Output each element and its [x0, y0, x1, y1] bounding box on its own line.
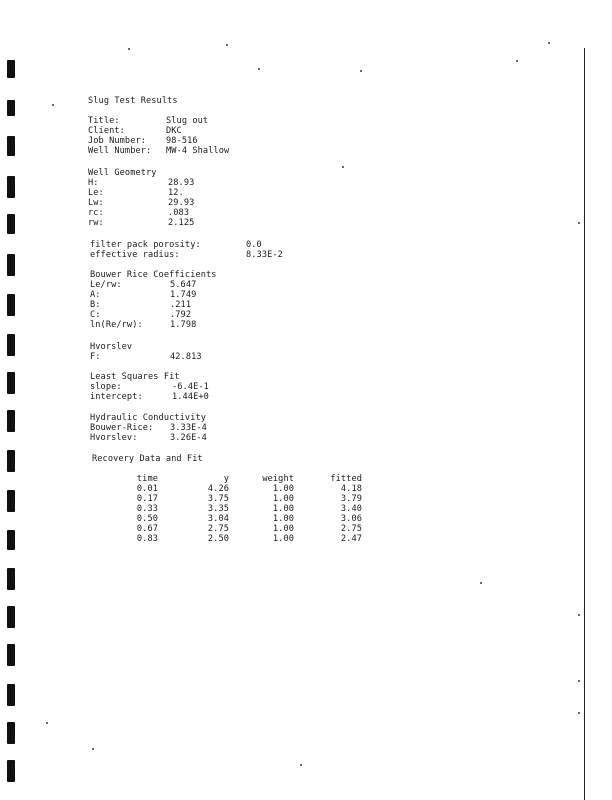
table-cell: 3.04	[207, 514, 229, 524]
job-number-value: 98-516	[166, 136, 198, 146]
column-header-weight: weight	[262, 474, 294, 484]
column-header-time: time	[136, 474, 158, 484]
table-cell: 2.75	[207, 524, 229, 534]
table-cell: 2.75	[340, 524, 362, 534]
punch-hole	[7, 760, 15, 782]
table-cell: 0.17	[136, 494, 158, 504]
effective-radius-value: 8.33E-2	[246, 250, 283, 260]
geometry-label: Lw:	[88, 198, 104, 208]
table-cell: 1.00	[272, 484, 294, 494]
punch-hole	[7, 606, 15, 628]
scan-speck	[46, 722, 48, 724]
scan-speck	[578, 222, 580, 224]
table-cell: 3.79	[340, 494, 362, 504]
filter-porosity-label: filter pack porosity:	[90, 240, 201, 250]
geometry-value: .083	[168, 208, 190, 218]
scan-edge-line	[584, 48, 585, 800]
filter-porosity-value: 0.0	[246, 240, 262, 250]
table-cell: 2.47	[340, 534, 362, 544]
punch-hole	[7, 176, 15, 198]
scan-speck	[92, 748, 94, 750]
punch-hole	[7, 60, 15, 78]
scan-speck	[480, 582, 482, 584]
intercept-label: intercept:	[90, 392, 143, 402]
scan-speck	[128, 48, 130, 50]
table-cell: 3.40	[340, 504, 362, 514]
geometry-value: 29.93	[168, 198, 195, 208]
scan-speck	[548, 42, 550, 44]
geometry-label: rw:	[88, 218, 104, 228]
slope-label: slope:	[90, 382, 122, 392]
title-value: Slug out	[166, 116, 209, 126]
client-value: DKC	[166, 126, 182, 136]
punch-hole	[7, 568, 15, 590]
bouwer-value: 5.647	[170, 280, 197, 290]
least-squares-heading: Least Squares Fit	[90, 372, 180, 382]
hvorslev-k-value: 3.26E-4	[170, 433, 207, 443]
punch-hole	[7, 410, 15, 432]
effective-radius-label: effective radius:	[90, 250, 180, 260]
geometry-value: 2.125	[168, 218, 195, 228]
scan-speck	[578, 712, 580, 714]
table-cell: 3.35	[207, 504, 229, 514]
bouwer-label: ln(Re/rw):	[90, 320, 143, 330]
scan-speck	[342, 166, 344, 168]
scan-speck	[226, 44, 228, 46]
geometry-value: 12.	[168, 188, 184, 198]
punch-hole	[7, 644, 15, 666]
punch-hole	[7, 530, 15, 550]
bouwer-label: A:	[90, 290, 101, 300]
column-header-fitted: fitted	[330, 474, 362, 484]
scan-speck	[516, 60, 518, 62]
table-cell: 3.06	[340, 514, 362, 524]
bouwer-rice-heading: Bouwer Rice Coefficients	[90, 270, 217, 280]
table-cell: 1.00	[272, 534, 294, 544]
bouwer-value: 1.749	[170, 290, 197, 300]
slope-value: -6.4E-1	[172, 382, 209, 392]
bouwer-value: .792	[170, 310, 192, 320]
bouwer-label: Le/rw:	[90, 280, 122, 290]
table-cell: 0.83	[136, 534, 158, 544]
table-cell: 3.75	[207, 494, 229, 504]
scan-speck	[300, 764, 302, 766]
hydraulic-conductivity-heading: Hydraulic Conductivity	[90, 413, 207, 423]
well-number-value: MW-4 Shallow	[166, 146, 230, 156]
bouwer-label: B:	[90, 300, 101, 310]
bouwer-value: .211	[170, 300, 192, 310]
punch-hole	[7, 722, 15, 744]
geometry-label: Le:	[88, 188, 104, 198]
hvorslev-k-label: Hvorslev:	[90, 433, 138, 443]
table-cell: 4.26	[207, 484, 229, 494]
bouwer-rice-k-label: Bouwer-Rice:	[90, 423, 154, 433]
well-geometry-heading: Well Geometry	[88, 168, 157, 178]
hvorslev-heading: Hvorslev	[90, 342, 133, 352]
punch-hole	[7, 214, 15, 234]
scan-speck	[52, 104, 54, 106]
report-title: Slug Test Results	[88, 96, 178, 106]
scan-speck	[578, 614, 580, 616]
table-cell: 0.33	[136, 504, 158, 514]
column-header-y: y	[223, 474, 229, 484]
intercept-value: 1.44E+0	[172, 392, 209, 402]
hvorslev-f-label: F:	[90, 352, 101, 362]
table-cell: 4.18	[340, 484, 362, 494]
well-number-label: Well Number:	[88, 146, 152, 156]
punch-hole	[7, 254, 15, 276]
job-number-label: Job Number:	[88, 136, 147, 146]
punch-hole	[7, 294, 15, 316]
punch-hole	[7, 100, 15, 116]
scan-speck	[578, 680, 580, 682]
scan-speck	[258, 68, 260, 70]
table-cell: 0.01	[136, 484, 158, 494]
punch-hole	[7, 490, 15, 512]
scan-speck	[360, 70, 362, 72]
recovery-data-heading: Recovery Data and Fit	[92, 454, 203, 464]
geometry-value: 28.93	[168, 178, 195, 188]
punch-hole	[7, 334, 15, 356]
hvorslev-f-value: 42.813	[170, 352, 202, 362]
table-cell: 2.50	[207, 534, 229, 544]
table-cell: 0.50	[136, 514, 158, 524]
geometry-label: rc:	[88, 208, 104, 218]
punch-hole	[7, 450, 15, 472]
table-cell: 0.67	[136, 524, 158, 534]
geometry-label: H:	[88, 178, 99, 188]
table-cell: 1.00	[272, 504, 294, 514]
table-cell: 1.00	[272, 494, 294, 504]
bouwer-label: C:	[90, 310, 101, 320]
table-cell: 1.00	[272, 524, 294, 534]
table-cell: 1.00	[272, 514, 294, 524]
client-label: Client:	[88, 126, 125, 136]
punch-hole	[7, 136, 15, 156]
punch-hole	[7, 684, 15, 706]
title-label: Title:	[88, 116, 120, 126]
punch-hole	[7, 372, 15, 394]
bouwer-rice-k-value: 3.33E-4	[170, 423, 207, 433]
bouwer-value: 1.798	[170, 320, 197, 330]
